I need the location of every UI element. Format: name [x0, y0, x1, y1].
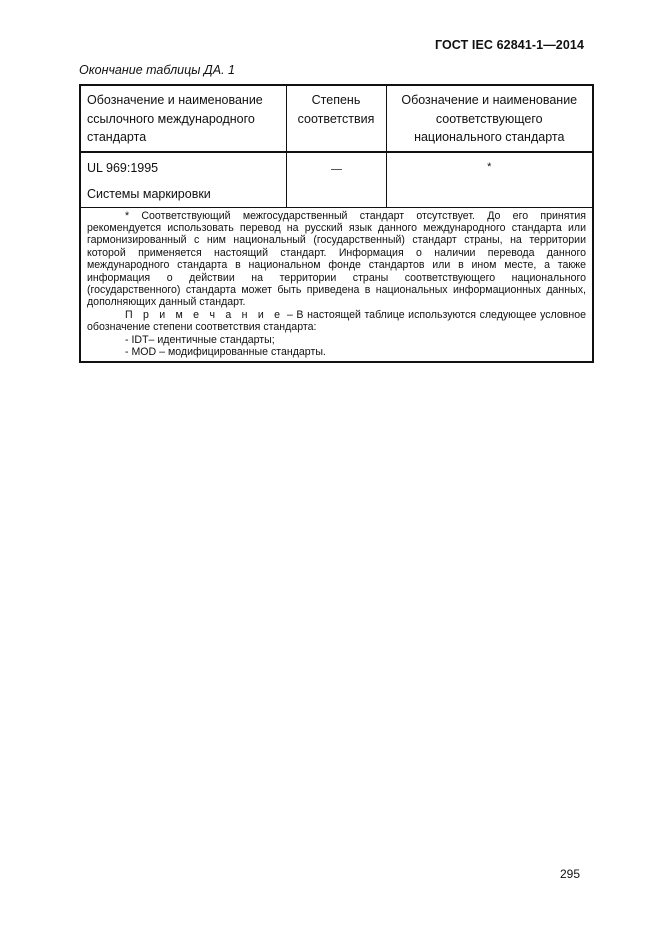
table-header-row: [80, 85, 593, 152]
national-standard-mark: *: [487, 160, 492, 173]
standard-designation: UL 969:1995: [87, 160, 159, 175]
note-paragraph: [87, 309, 586, 334]
cell-degree: [286, 152, 386, 208]
note-text: – В настоящей таблице используются следующее условное обозначение степени соответствия стандарта:: [87, 308, 587, 334]
cell-international-standard: [80, 152, 286, 208]
note-item-mod: - MOD – модифицированные стандарты.: [125, 345, 326, 358]
standard-name: Системы маркировки: [87, 187, 211, 201]
cell-national-standard: [386, 152, 593, 208]
footnote-cell: [80, 207, 593, 362]
page-number: 295: [560, 867, 581, 881]
column-header-national: Обозначение и наименование соответствующего национального стандарта: [386, 85, 593, 152]
note-label: П р и м е ч а н и е: [125, 308, 284, 321]
degree-dash: [331, 169, 342, 170]
standards-table: [79, 84, 594, 363]
column-header-international: Обозначение и наименование ссылочного международного стандарта: [80, 85, 286, 152]
column-header-degree: Степень соответствия: [286, 85, 386, 152]
footnote-text: * Соответствующий межгосударственный стандарт отсутствует. До его принятия рекомендуется использовать перевод на русский язык данного международного стандарта или гармонизированный с ним национальный (государственный) стандарт страны, на территории которой применяется настоящий стандарт. Информация о наличии перевода данного международного стандарта в национальном фонде стандартов или в ином месте, а также информация о действии на территории страны соответствующего национального (государственного) стандарта может быть приведена в национальных информационных данных, дополняющих данный стандарт.: [87, 209, 586, 309]
note-item-idt: - IDT– идентичные стандарты;: [125, 333, 275, 346]
footnote-row: [80, 207, 593, 362]
document-code: ГОСТ IEC 62841-1—2014: [434, 38, 584, 52]
table-caption: Окончание таблицы ДА. 1: [79, 63, 235, 77]
table-row: [80, 152, 593, 208]
